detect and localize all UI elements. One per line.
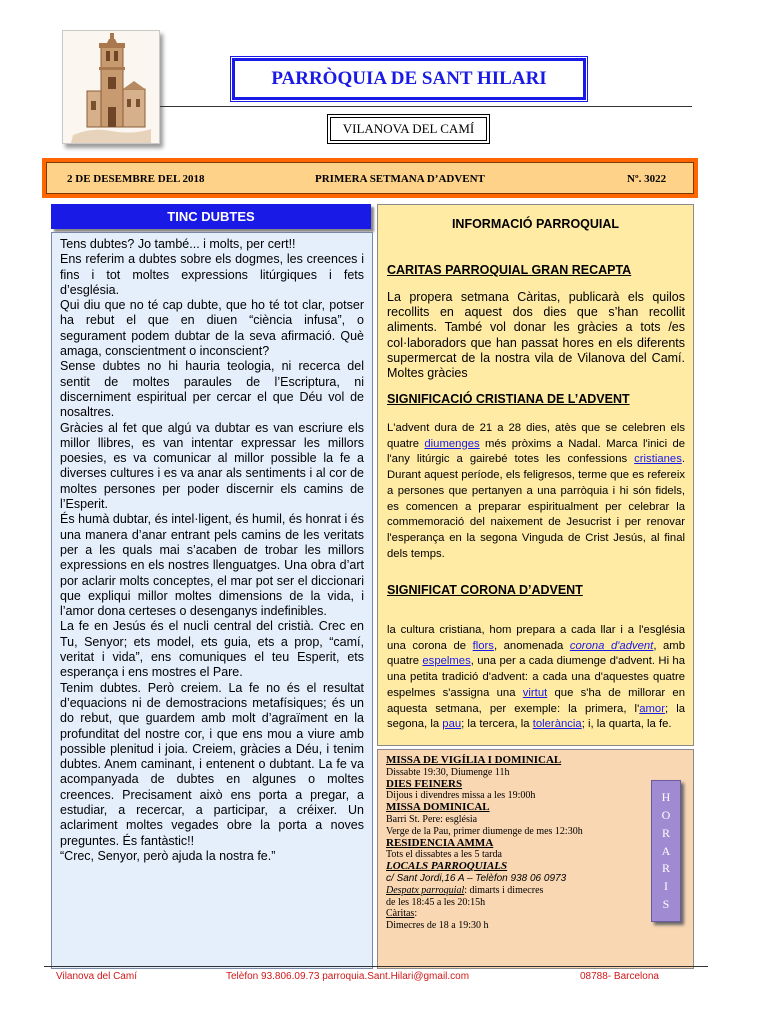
- link-amor[interactable]: amor: [639, 702, 665, 715]
- sunday-mass-title: MISSA DOMINICAL: [386, 801, 490, 814]
- parish-premises-title: LOCALS PARROQUIALS: [386, 860, 508, 873]
- schedule-letter: O: [661, 807, 671, 822]
- link-virtut[interactable]: virtut: [522, 686, 548, 699]
- weekday-title: DIES FEINERS: [386, 777, 463, 790]
- text-run: ; la segona, la: [387, 702, 685, 731]
- church-tower-icon: [63, 31, 159, 143]
- vigil-mass-title: MISSA DE VIGÍLIA I DOMINICAL: [386, 754, 562, 766]
- liturgical-week: PRIMERA SETMANA D’ADVENT: [315, 173, 485, 185]
- schedule-vertical-label: [651, 780, 681, 922]
- schedule-letter: R: [661, 861, 670, 876]
- footer-postal: 08788- Barcelona: [580, 971, 659, 982]
- text-run: , una per a cada diumenge d'advent. Hi ha una petita tradició d'advent: a cada una d'aquestes quatre espelmes s'assigna una: [387, 655, 685, 699]
- caritas-label: Càritas: [386, 908, 415, 920]
- article-paragraph: És humà dubtar, és intel·ligent, és humil, és honrat i és una manera d’anar entrant pels camins de les veritats per a les quals mai s’acaben de trobar les millors expressions en els nostres llenguatges. Una obra d’art por aclarir molts conceptes, el mar pot ser el diccionari que expliqui millor moltes dimensions de la vida, i l’amor dona certeses o desenganys indefinibles.: [60, 512, 364, 619]
- parish-title: PARRÒQUIA DE SANT HILARI: [232, 58, 586, 100]
- article-paragraph: Gràcies al fet que algú va dubtar es van escriure els millor llibres, es van intentar expressar les millors poesies, es va comunicar al millor possible la fe a diverses cultures i es va anar als sentiments i al cor de moltes persones per poder discernir els camins de l’Esperit.: [60, 420, 364, 512]
- advent-meaning-title: SIGNIFICACIÓ CRISTIANA DE L’ADVENT: [387, 392, 630, 406]
- office-label: Despatx parroquial: [386, 884, 465, 896]
- office-hours-line: [386, 885, 636, 897]
- footer-contact[interactable]: Telèfon 93.806.09.73 parroquia.Sant.Hilari@gmail.com: [226, 971, 470, 982]
- link-espelmes[interactable]: espelmes: [422, 655, 471, 668]
- article-paragraph: La fe en Jesús és el nucli central del cristià. Crec en Tu, Senyor; ets model, ets guia, ets a prop, “camí, veritat i vida”, ens comuniques el teu Esperit, ets esperança i ens mostres el Pare.: [60, 619, 364, 680]
- article-body: [60, 237, 364, 864]
- text-run: . Durant aquest període, els feligresos, terme que es refereix a persones que pertanyen a una parròquia i hi són fidels, es comencen a preparar espiritualment per celebrar la commemoració del naixement de Jesucrist i per renovar l'esperança en la segona Vinguda de Crist Jesús, al final dels temps.: [387, 453, 685, 560]
- article-paragraph: Tenim dubtes. Però creiem. La fe no és el resultat d’equacions ni de demostracions metafísiques; és un do rebut, que guardem amb molt d’agraïment en la profunditat del nostre cor, i que ens mou a viure amb possible plenitud i joia. Creiem, gràcies a Déu, i tenim dubtes. Anem caminant, i entenent o dubtant. La fe va acompanyada de dubtes en algunes o moltes creences. Precisament això ens porta a pregar, a estudiar, a recercar, a participar, a créixer. Un aclariment moltes vegades obre la porta a noves preguntes. És fantàstic!!: [60, 680, 364, 848]
- advent-wreath-title: SIGNIFICAT CORONA D’ADVENT: [387, 583, 583, 597]
- caritas-colon: :: [414, 908, 418, 920]
- schedule-letter: I: [664, 879, 668, 894]
- parish-info-heading: INFORMACIÓ PARROQUIAL: [451, 217, 620, 231]
- parish-info-column: [377, 204, 694, 746]
- schedule-letter: R: [661, 825, 670, 840]
- article-paragraph: Tens dubtes? Jo també... i molts, per cert!!: [60, 237, 296, 251]
- office-hours: de les 18:45 a les 20:15h: [386, 896, 486, 908]
- residence-time: Tots el dissabtes a les 5 tarda: [386, 849, 502, 861]
- link-corona-advent[interactable]: corona d'advent: [569, 639, 654, 652]
- text-run: , anomenada: [493, 639, 570, 652]
- schedule-letter: S: [662, 897, 670, 912]
- schedule-lines: [386, 755, 636, 932]
- link-tolerancia[interactable]: tolerància: [532, 718, 582, 731]
- caritas-title: CARITAS PARROQUIAL GRAN RECAPTA: [387, 263, 632, 277]
- article-paragraph: “Crec, Senyor, però ajuda la nostra fe.”: [60, 848, 276, 863]
- article-paragraph: Sense dubtes no hi hauria teologia, ni recerca del sentit de moltes paraules de l’Escriptura, ni discerniment espiritual per cercar el que Déu vol de nosaltres.: [60, 359, 364, 420]
- residence-title: RESIDENCIA AMMA: [386, 836, 494, 849]
- footer-divider: [44, 966, 708, 967]
- issue-date: 2 DE DESEMBRE DEL 2018: [67, 173, 205, 185]
- article-column: [51, 232, 373, 969]
- caritas-time: Dimecres de 18 a 19:30 h: [386, 920, 489, 932]
- vigil-mass-time: Dissabte 19:30, Diumenge 11h: [386, 766, 510, 778]
- schedule-letter: A: [661, 843, 671, 858]
- text-run: ; i, la quarta, la fe.: [581, 718, 672, 731]
- article-paragraph: Qui diu que no té cap dubte, que ho té tot clar, potser ha rebut el que en diuen “ciència infusa”, o segurament podem dubtar de la seva afirmació. Què amaga, conscientment o inconscient?: [60, 298, 364, 359]
- issue-info-bar: [42, 158, 698, 198]
- issue-info-inner: [46, 162, 694, 194]
- text-run: més pròxims a Nadal. Marca l'inici de l'any litúrgic a gairebé totes les confessions: [387, 437, 686, 466]
- text-run: , amb quatre: [387, 639, 685, 668]
- article-heading: TINC DUBTES: [51, 204, 371, 229]
- header-divider: [160, 106, 692, 107]
- schedule-letter: H: [661, 789, 671, 804]
- parish-address: c/ Sant Jordi,16 A – Telèfon 938 06 0973: [386, 872, 567, 884]
- parish-logo: [62, 30, 160, 144]
- text-run: ; la tercera, la: [461, 718, 533, 731]
- advent-wreath-body: [387, 623, 685, 733]
- link-diumenges[interactable]: diumenges: [424, 437, 480, 450]
- caritas-body: La propera setmana Càritas, publicarà els quilos recollits en aquest dos dies que s’han recollit aliments. També vol donar les gràcies a tots /es col·laboradors que han passat hores en els diferents supermercat de la nostra vila de Vilanova del Camí. Moltes gràcies: [387, 290, 685, 381]
- link-cristianes[interactable]: cristianes: [634, 453, 682, 466]
- link-pau[interactable]: pau: [442, 718, 462, 731]
- advent-meaning-body: [387, 421, 685, 562]
- sunday-mass-time: Verge de la Pau, primer diumenge de mes 12:30h: [386, 825, 583, 837]
- article-paragraph: Ens referim a dubtes sobre els dogmes, les creences i fins i tot moltes expressions litúrgiques i fets d’església.: [60, 252, 364, 297]
- weekday-time: Dijous i divendres missa a les 19:00h: [386, 790, 536, 802]
- text-run: L'advent dura de 21 a 28 dies, atès que se celebren els quatre: [387, 422, 685, 450]
- text-run: la cultura cristiana, hom prepara a cada llar i a l'església una corona de: [387, 624, 685, 652]
- caritas-line: [386, 908, 636, 920]
- town-subtitle: VILANOVA DEL CAMÍ: [330, 117, 487, 141]
- office-days: : dimarts i dimecres: [464, 884, 544, 896]
- sunday-mass-place: Barri St. Pere: església: [386, 813, 478, 825]
- issue-number: Nº. 3022: [627, 173, 667, 185]
- text-run: que s'ha de millorar en aquesta setmana, per exemple: la primera, l': [387, 686, 685, 715]
- schedule-box: [377, 749, 694, 969]
- footer-town: Vilanova del Camí: [56, 971, 137, 982]
- link-flors[interactable]: flors: [472, 639, 494, 652]
